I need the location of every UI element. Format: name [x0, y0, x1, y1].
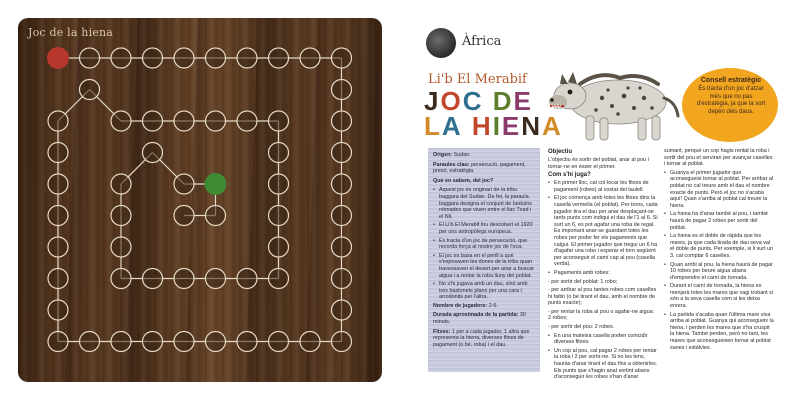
board-space[interactable] [332, 143, 352, 163]
title-space [463, 111, 472, 141]
board-space[interactable] [111, 48, 131, 68]
board-space[interactable] [174, 174, 194, 194]
board-space[interactable] [332, 237, 352, 257]
board-space[interactable] [111, 332, 131, 352]
payment-item: - per sortir del poblat: 1 robo; [548, 278, 618, 285]
board-space[interactable] [206, 48, 226, 68]
rule-item: • La hiena ha d'anar també al pou, i també haurà de pagar 2 robes per sortir del poblat. [664, 211, 774, 231]
duration-value: 30 minuts. [433, 312, 526, 326]
rule-item: • En una mateixa casella poden coincidir diverses fitxes. [548, 333, 658, 346]
board-path-svg [18, 18, 382, 382]
board-space[interactable] [80, 332, 100, 352]
board-space[interactable] [237, 332, 257, 352]
board-space[interactable] [300, 48, 320, 68]
board-space[interactable] [80, 48, 100, 68]
rule-item: • La partida s'acaba quan l'última mare viva arriba al poblat. Guanya qui aconsegueix la hiena, i perden les mares que s'ha cruspit la hiena. També perden, però no tant, les mares que aconsegueixen tornar al poblat sanes i estàlvies. [664, 312, 774, 352]
pieces-label: Fitxes: [433, 328, 451, 335]
board-space[interactable] [174, 111, 194, 131]
title-letter: A [542, 111, 563, 141]
board-space[interactable] [48, 300, 68, 320]
board-space[interactable] [48, 332, 68, 352]
board-space[interactable] [269, 206, 289, 226]
board-title: Joc de la hiena [28, 26, 114, 39]
well-green-space[interactable] [205, 173, 227, 195]
board-space[interactable] [143, 111, 163, 131]
board-space[interactable] [269, 237, 289, 257]
board-space[interactable] [332, 269, 352, 289]
board-space[interactable] [111, 174, 131, 194]
title-letter: J [424, 86, 441, 116]
title-letter: I [492, 111, 502, 141]
board-space[interactable] [269, 332, 289, 352]
rule-item: • El joc comença amb totes les fitxes dins la casella vermella (el poblat). Per torns, cada jugador tira el dau per anar desplaçant-se tants punts com indiqui el dau de l'1 al 6. Si surt un 6, es pot agafar una roba de regal. És important anar-se guardant totes les robes per poder fer els pagaments que calgui. El primer jugador que tregui un 6 ha d'agafar una robo i esperar el torn següent per aconseguir el camí cap al pou (casella verda). [548, 195, 658, 268]
title-letter: O [440, 86, 463, 116]
strategy-tip-title: Consell estratègic [700, 77, 762, 84]
board-space[interactable] [174, 206, 194, 226]
payment-item: - per sortir del pou: 2 robes. [548, 324, 615, 331]
board-space[interactable] [332, 80, 352, 100]
board-space[interactable] [269, 111, 289, 131]
village-red-space[interactable] [47, 47, 69, 69]
keywords-value: persecució, pagament, presó, estratègia. [433, 161, 526, 175]
board-space[interactable] [111, 237, 131, 257]
board-space[interactable] [332, 332, 352, 352]
board-space[interactable] [48, 237, 68, 257]
board-space[interactable] [269, 174, 289, 194]
board-space[interactable] [80, 80, 100, 100]
payment-item: - per rentar la roba al pou o agafar-ne aigua: 2 robes; [548, 308, 655, 322]
board-space[interactable] [206, 206, 226, 226]
board-space[interactable] [237, 269, 257, 289]
board-space[interactable] [269, 143, 289, 163]
rule-item: • En primer lloc, cal col·locar les fitxes de pagament (robes) al costat del taulell. [548, 180, 658, 193]
duration-line [433, 312, 535, 325]
keywords-label: Paraules clau: [433, 161, 470, 168]
title-letter: A [441, 111, 463, 141]
known-item: • Aquest joc és originari de la tribu baggara del Sudan. De fet, la paraula baggara designa el conjunt de beduïns nòmades que viuen entre el llac Txad i el Nil. [433, 187, 535, 220]
board-space[interactable] [143, 48, 163, 68]
known-item: • El Li'b El Merabif fou descobert el 1920 per uns antropòlegs europeus. [433, 222, 535, 235]
africa-globe-icon [426, 28, 456, 58]
title-letter: E [501, 111, 522, 141]
rule-item: • Un cop al pou, cal pagar 2 robes per rentar la roba i 2 per sortir-ne. Si no les tens, hauràs d'anar tirant el dau fins a obtenirles. Els punts que s'hagin anat sortint abans d'aconseguir les robes s'han d'anar [548, 348, 658, 381]
players-value: 2-6. [488, 302, 499, 309]
board-space[interactable] [143, 332, 163, 352]
keywords-line [433, 162, 535, 175]
board-space[interactable] [332, 48, 352, 68]
how-to-play-heading: Com s'hi juga? [548, 172, 591, 179]
game-board [18, 18, 382, 382]
players-line [433, 303, 535, 310]
board-space[interactable] [48, 174, 68, 194]
rules-page [400, 0, 800, 400]
rule-item: • Quan arribi al pou, la hiena haurà de pagar 10 robes per beure aigua abans d'emprendre el camí de tornada. [664, 262, 774, 282]
rule-continued: sumant, perquè un cop hagis rentat la roba i sortit del pou et serviran per avançar caselles i tornar al poblat. [664, 148, 773, 168]
board-space[interactable] [174, 48, 194, 68]
board-space[interactable] [206, 269, 226, 289]
objective-text: L'objectiu és sortir del poblat, anar al pou i tornar-ne en ésser el primer. [548, 157, 649, 170]
title-letter: L [424, 111, 442, 141]
title-letter: N [521, 111, 543, 141]
board-space[interactable] [143, 143, 163, 163]
rule-item: • La hiena es el doble de ràpida que les mares, ja que cada tirada de dau seva val el doble de punts. Per exemple, si li surt un 3, cal comptar 6 caselles. [664, 233, 774, 259]
origin-line [433, 152, 535, 159]
title-letter: D [492, 86, 514, 116]
board-space[interactable] [269, 269, 289, 289]
board-space[interactable] [269, 48, 289, 68]
rules-column-2 [664, 148, 774, 353]
board-space[interactable] [237, 111, 257, 131]
payment-item: - per arribar al pou tantes robes com caselles hi faltin (o bé tirant el dau, amb el nombre de punts exacte); [548, 287, 657, 307]
title-letter: H [471, 111, 493, 141]
known-heading: Què en sabem, del joc? [433, 177, 494, 184]
board-space[interactable] [206, 111, 226, 131]
board-space[interactable] [332, 111, 352, 131]
board-space[interactable] [48, 143, 68, 163]
hyena-illustration [540, 58, 690, 148]
payments-intro: • Pagaments amb robes: [548, 270, 658, 277]
board-space[interactable] [48, 206, 68, 226]
board-space[interactable] [237, 48, 257, 68]
board-space[interactable] [174, 332, 194, 352]
pieces-value: 1 per a cada jugador, 1 altra que representa la hiena, diverses fitxes de pagament (o bé, roba) i el dau. [433, 328, 530, 348]
region-label: Àfrica [462, 34, 502, 49]
pieces-line [433, 329, 535, 349]
board-space[interactable] [48, 111, 68, 131]
board-space[interactable] [48, 269, 68, 289]
origin-label: Origen: [433, 152, 453, 158]
board-space[interactable] [332, 300, 352, 320]
board-space[interactable] [332, 206, 352, 226]
rule-item: • Guanya el primer jugador que aconsegueixi tornar al poblat. Per arribar al poblat no cal treure amb el dau el nombre exacte de punts. Però el joc no s'acaba aquí! Quan s'arriba al poblat cal treure la hiena. [664, 170, 774, 210]
rules-column-1 [548, 148, 658, 383]
strategy-tip-text: És tracta d'un joc d'atzar més que no pas d'estratègia, ja que la sort depèn dels daus. [696, 86, 766, 115]
game-original-name: Li'b El Merabif [428, 72, 527, 87]
game-info-box [428, 148, 540, 372]
title-letter: E [513, 86, 533, 116]
players-label: Nombre de jugadors: [433, 302, 488, 309]
objective-heading: Objectiu [548, 149, 573, 155]
board-space[interactable] [111, 111, 131, 131]
origin-value: Sudan. [453, 152, 471, 158]
board-space[interactable] [111, 269, 131, 289]
board-space[interactable] [332, 174, 352, 194]
duration-label: Durada aproximada de la partida: [433, 312, 519, 319]
board-space[interactable] [111, 206, 131, 226]
strategy-tip-badge [682, 68, 778, 142]
board-space[interactable] [143, 269, 163, 289]
known-item: • No s'hi jugava amb un dau, sinó amb tres bastonets plans per una cara i arrodonits per l'altra. [433, 281, 535, 301]
board-space[interactable] [174, 269, 194, 289]
title-letter: C [462, 86, 484, 116]
board-space[interactable] [300, 332, 320, 352]
known-item: • Es tracta d'un joc de persecució, que recorda força al nostre joc de l'oca. [433, 238, 535, 251]
board-space[interactable] [206, 332, 226, 352]
known-item: • El joc es basa en el perill a què s'exposaven les dones de la tribu quan travessaven el desert per anar a buscar aigua i a rentar la roba lluny del poblat. [433, 253, 535, 279]
rule-item: • Durant el camí de tornada, la hiena es menjarà totes les mares que vagi trobant si són a la seva casella com si les deixa enrera. [664, 283, 774, 309]
